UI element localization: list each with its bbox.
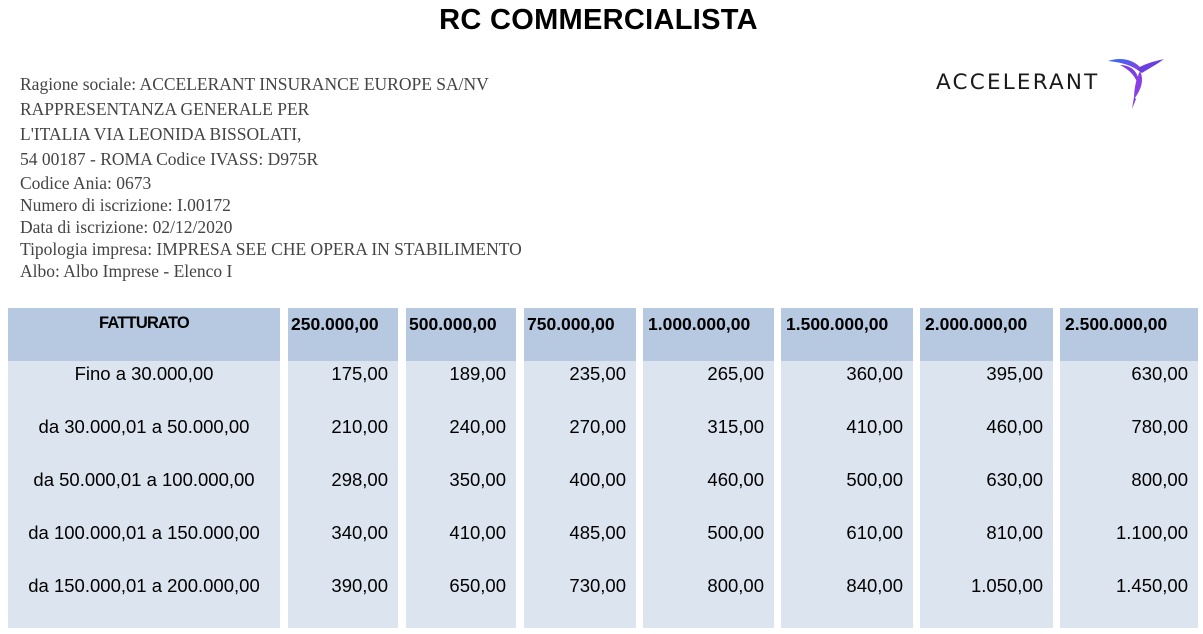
premium-value: 265,00	[707, 363, 764, 384]
logo-text: ACCELERANT	[936, 70, 1100, 95]
company-line: Data di iscrizione: 02/12/2020	[20, 217, 233, 237]
premium-value: 650,00	[449, 575, 506, 596]
column-header	[406, 308, 516, 361]
page-title: RC COMMERCIALISTA	[439, 4, 758, 36]
limit-header: 500.000,00	[409, 314, 497, 334]
limit-header: 2.000.000,00	[925, 314, 1028, 334]
premium-value: 810,00	[986, 522, 1043, 543]
premium-value: 175,00	[331, 363, 388, 384]
premium-value: 780,00	[1131, 416, 1188, 437]
accelerant-logo	[936, 55, 1176, 115]
limit-column	[524, 308, 636, 628]
revenue-range-label: da 50.000,01 a 100.000,00	[33, 469, 255, 490]
premium-value: 630,00	[986, 469, 1043, 490]
premium-value: 460,00	[707, 469, 764, 490]
column-header	[781, 308, 913, 361]
column-header	[524, 308, 636, 361]
company-line: Ragione sociale: ACCELERANT INSURANCE EUROPE SA/NV	[20, 74, 489, 94]
revenue-range-label: da 150.000,01 a 200.000,00	[28, 575, 260, 596]
premium-value: 610,00	[846, 522, 903, 543]
premium-value: 189,00	[449, 363, 506, 384]
premium-value: 400,00	[569, 469, 626, 490]
revenue-range-label: da 30.000,01 a 50.000,00	[38, 416, 250, 437]
premium-value: 298,00	[331, 469, 388, 490]
revenue-range-label: da 100.000,01 a 150.000,00	[28, 522, 260, 543]
premium-value: 460,00	[986, 416, 1043, 437]
premium-value: 315,00	[707, 416, 764, 437]
limit-column	[406, 308, 516, 628]
premium-value: 340,00	[331, 522, 388, 543]
limit-header: 1.000.000,00	[648, 314, 751, 334]
hummingbird-icon	[1106, 55, 1166, 111]
limit-column	[781, 308, 913, 628]
premium-value: 1.100,00	[1115, 522, 1188, 543]
premium-value: 1.450,00	[1115, 575, 1188, 596]
limit-column	[1060, 308, 1198, 628]
limit-header: 1.500.000,00	[786, 314, 889, 334]
premium-value: 800,00	[707, 575, 764, 596]
premium-value: 485,00	[569, 522, 626, 543]
revenue-range-label: Fino a 30.000,00	[74, 363, 214, 384]
column-header	[643, 308, 774, 361]
premium-value: 395,00	[986, 363, 1043, 384]
company-line: Albo: Albo Imprese - Elenco I	[20, 261, 233, 281]
premium-value: 1.050,00	[970, 575, 1043, 596]
premium-value: 360,00	[846, 363, 903, 384]
limit-header: 750.000,00	[527, 314, 615, 334]
company-line: Tipologia impresa: IMPRESA SEE CHE OPERA IN STABILIMENTO	[20, 239, 522, 259]
limit-column	[920, 308, 1053, 628]
premium-value: 390,00	[331, 575, 388, 596]
company-info	[20, 72, 522, 282]
premium-value: 350,00	[449, 469, 506, 490]
premium-value: 235,00	[569, 363, 626, 384]
company-line: L'ITALIA VIA LEONIDA BISSOLATI,	[20, 124, 302, 144]
premium-value: 500,00	[707, 522, 764, 543]
limit-header: 250.000,00	[291, 314, 379, 334]
premium-value: 630,00	[1131, 363, 1188, 384]
company-line: RAPPRESENTANZA GENERALE PER	[20, 99, 310, 119]
company-line: 54 00187 - ROMA Codice IVASS: D975R	[20, 149, 319, 169]
premium-table	[8, 308, 1198, 628]
premium-value: 410,00	[846, 416, 903, 437]
limit-column	[643, 308, 774, 628]
fatturato-header: FATTURATO	[99, 314, 189, 332]
column-header	[920, 308, 1053, 361]
company-line: Numero di iscrizione: I.00172	[20, 195, 231, 215]
premium-value: 840,00	[846, 575, 903, 596]
company-line: Codice Ania: 0673	[20, 173, 152, 193]
premium-value: 270,00	[569, 416, 626, 437]
premium-value: 500,00	[846, 469, 903, 490]
column-header	[1060, 308, 1198, 361]
limit-column	[288, 308, 398, 628]
premium-value: 800,00	[1131, 469, 1188, 490]
premium-value: 210,00	[331, 416, 388, 437]
column-header	[8, 308, 280, 361]
premium-value: 240,00	[449, 416, 506, 437]
column-header	[288, 308, 398, 361]
premium-value: 410,00	[449, 522, 506, 543]
label-column	[8, 308, 280, 628]
limit-header: 2.500.000,00	[1065, 314, 1168, 334]
premium-value: 730,00	[569, 575, 626, 596]
